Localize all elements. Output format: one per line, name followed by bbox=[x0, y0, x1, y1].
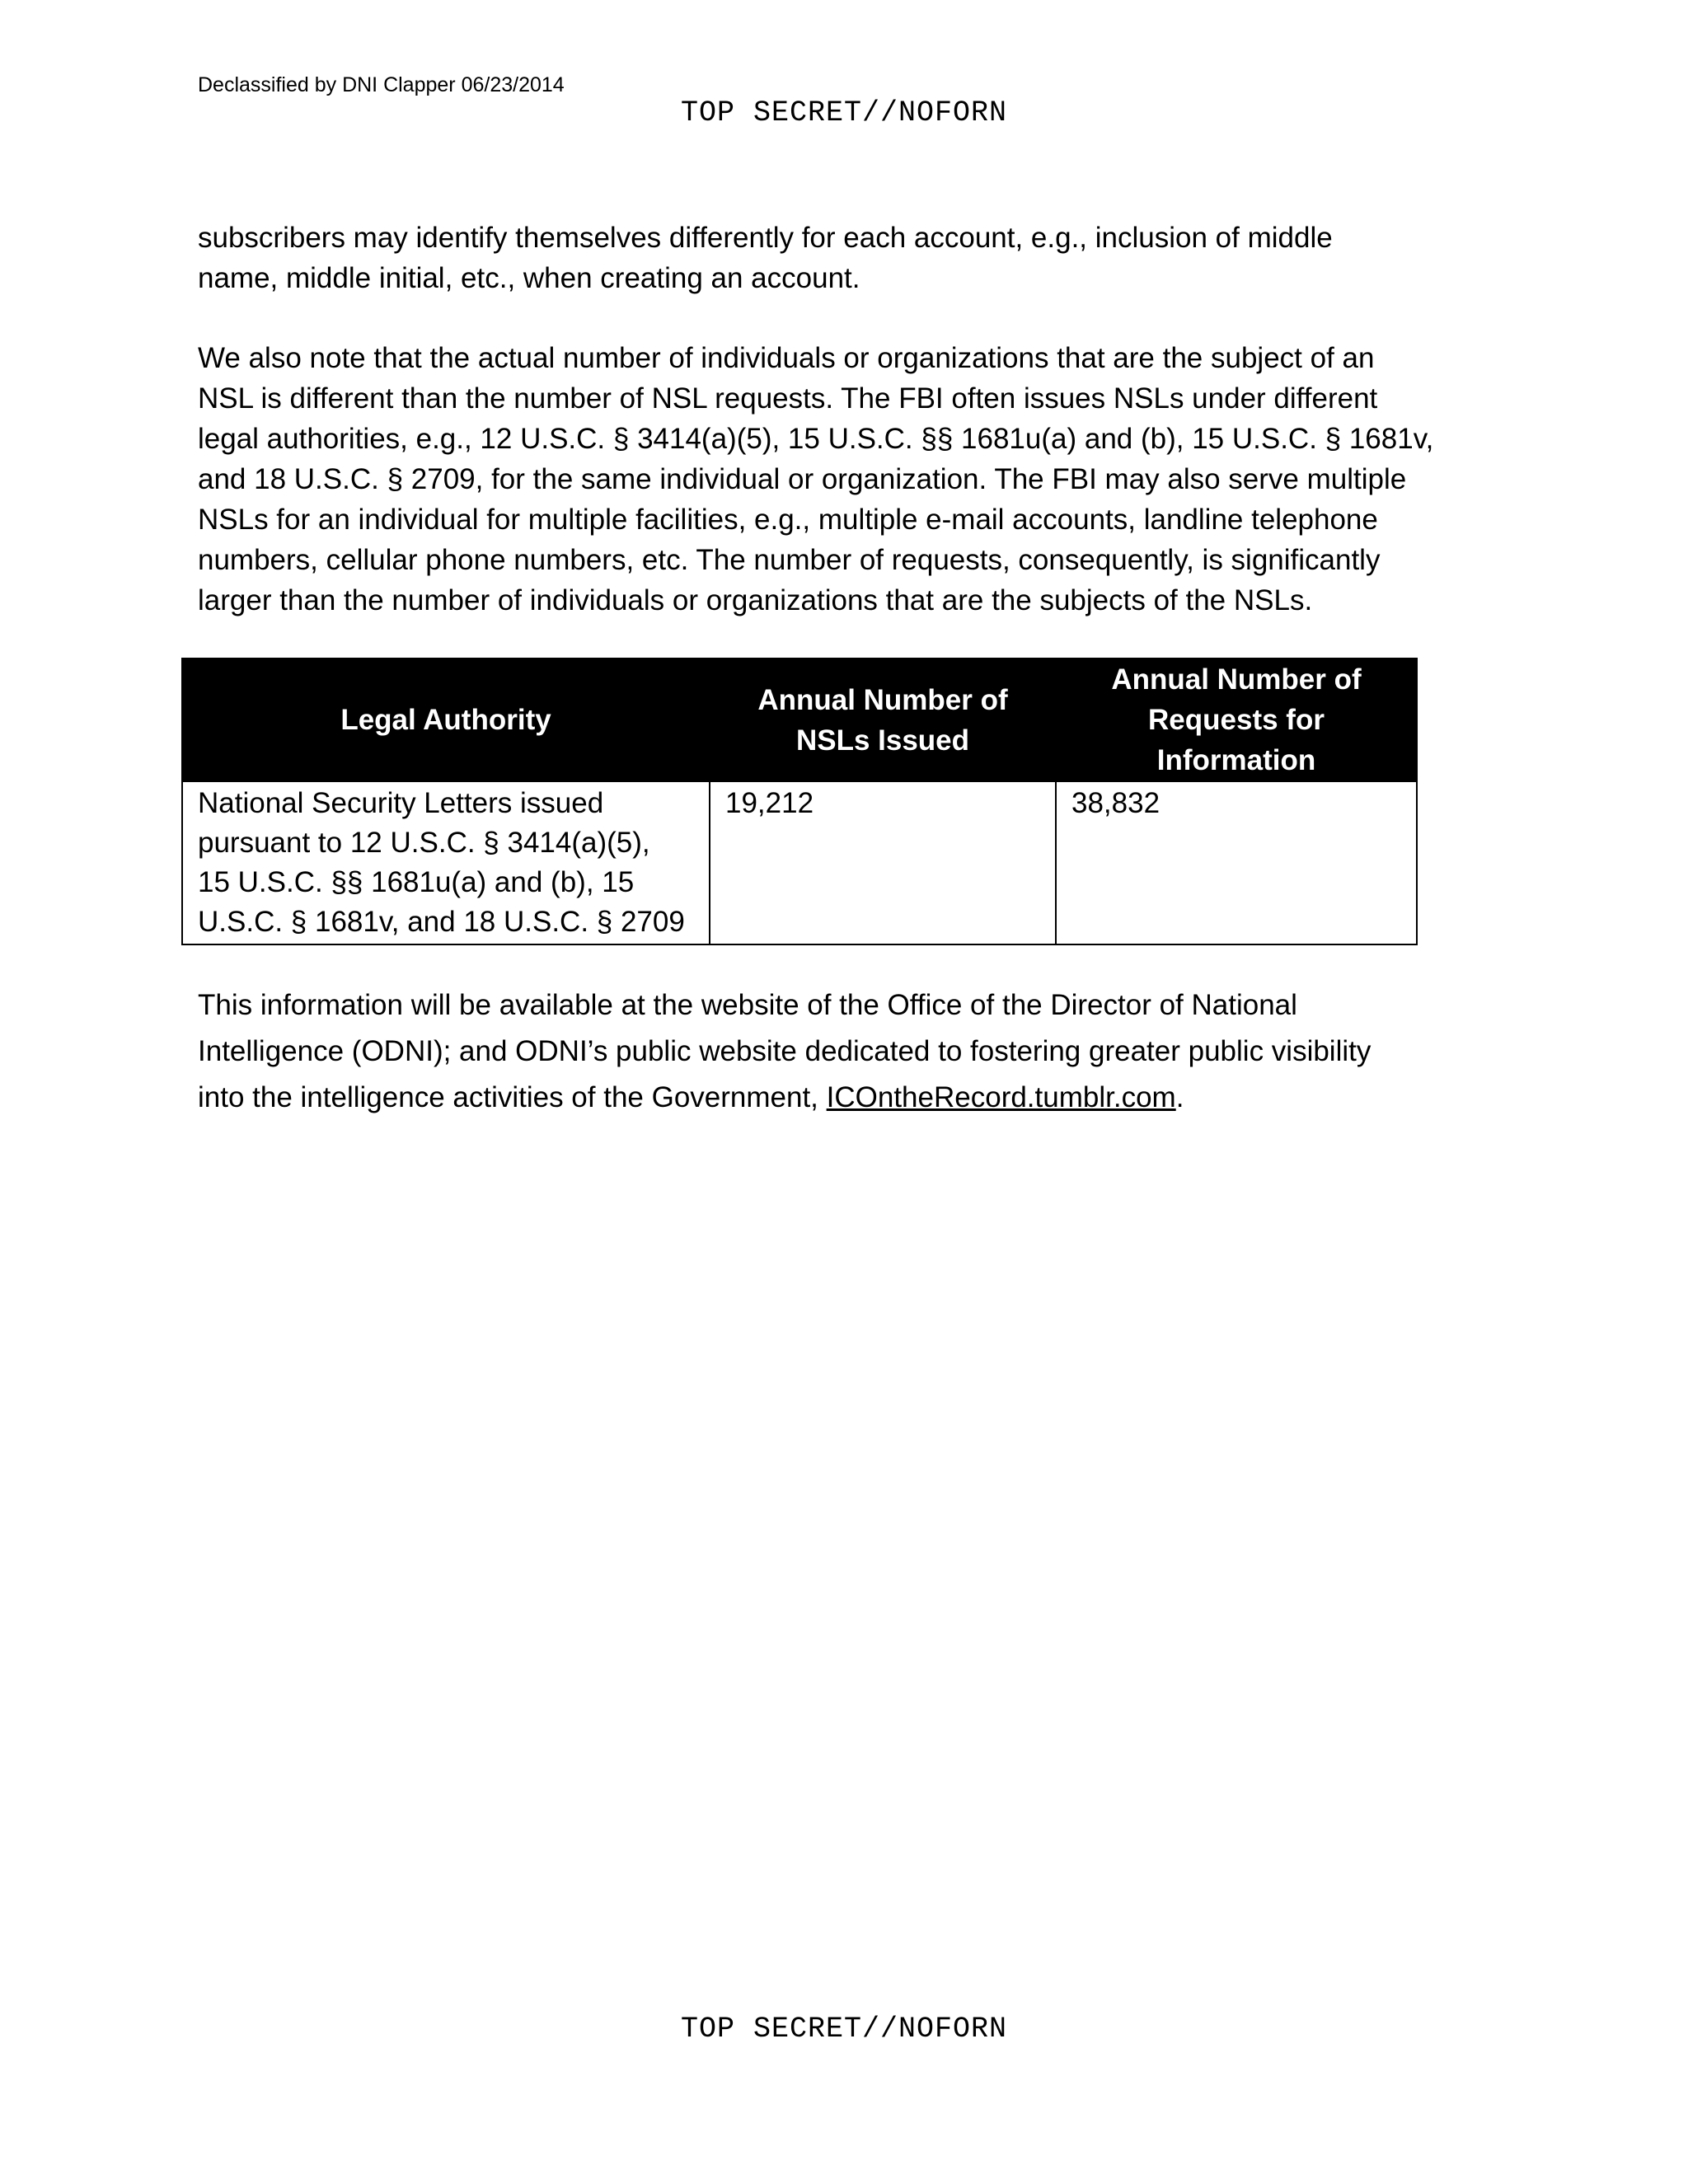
paragraph-nsl-requests: We also note that the actual number of individuals or organizations that are the subject of an NSL is different than the number of NSL requests. The FBI often issues NSLs under different legal authorities, e.g., 12 U.S.C. § 3414(a)(5), 15 U.S.C. §§ 1681u(a) and (b), 15 U.S.C. § 1681v, and 18 U.S.C. § 2709, for the same individual or organization. The FBI may also serve multiple NSLs for an individual for multiple facilities, e.g., multiple e-mail accounts, landline telephone numbers, cellular phone numbers, etc. The number of requests, consequently, is significantly larger than the number of individuals or organizations that are the subjects of the NSLs. bbox=[198, 342, 1434, 616]
header-requests-for-information: Annual Number of Requests for Information bbox=[1056, 658, 1417, 781]
paragraph-subscribers: subscribers may identify themselves differently for each account, e.g., inclusion of middle name, middle initial, etc., when creating an account. bbox=[198, 222, 1333, 294]
paragraph-availability-end: . bbox=[1175, 1081, 1184, 1113]
classification-marking-top: TOP SECRET//NOFORN bbox=[680, 96, 1008, 129]
header-nsls-issued: Annual Number of NSLs Issued bbox=[710, 658, 1056, 781]
cell-nsls-issued: 19,212 bbox=[710, 781, 1056, 944]
paragraph-availability bbox=[198, 982, 1459, 1121]
paragraph-availability-text: This information will be available at the website of the Office of the Director of National Intelligence (ODNI); and ODNI’s public website dedicated to fostering greater public visibility into the intelligence activities of the Government, bbox=[198, 989, 1372, 1113]
classification-marking-bottom: TOP SECRET//NOFORN bbox=[680, 2013, 1008, 2046]
declassification-notice: Declassified by DNI Clapper 06/23/2014 bbox=[198, 73, 565, 96]
cell-legal-authority: National Security Letters issued pursuant to 12 U.S.C. § 3414(a)(5), 15 U.S.C. §§ 1681u(a) and (b), 15 U.S.C. § 1681v, and 18 U.S.C. § 2709 bbox=[182, 781, 710, 944]
table-row bbox=[182, 781, 1417, 944]
cell-requests-for-information: 38,832 bbox=[1056, 781, 1417, 944]
icontherecord-link[interactable]: ICOntheRecord.tumblr.com bbox=[826, 1081, 1176, 1113]
header-legal-authority: Legal Authority bbox=[182, 658, 710, 781]
table-header-row bbox=[182, 658, 1417, 781]
nsl-statistics-table bbox=[181, 658, 1418, 945]
